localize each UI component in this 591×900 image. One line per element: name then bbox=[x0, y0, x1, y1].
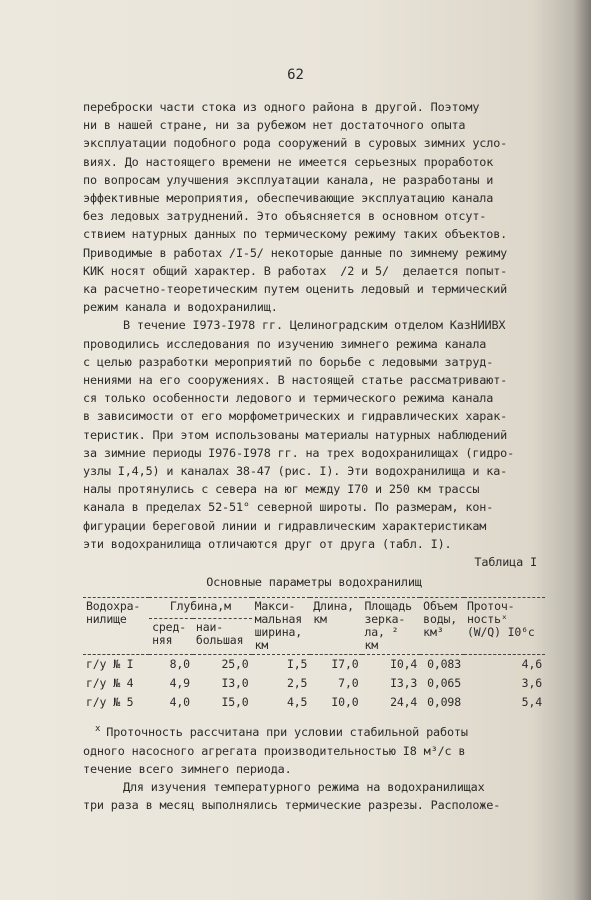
text-line: по вопросам улучшения эксплуатации канала, не разработаны и bbox=[83, 172, 494, 187]
table-row bbox=[83, 655, 545, 675]
text-line: с целью разработки мероприятий по борьбе с ледовыми затруд- bbox=[83, 354, 494, 369]
footnote-lines bbox=[83, 720, 545, 778]
text-line: ся только особенности ледового и термического режима канала bbox=[83, 391, 494, 406]
document-body bbox=[83, 98, 545, 814]
text-line: ни в нашей стране, ни за рубежом нет достаточного опыта bbox=[83, 118, 466, 133]
page-number: 62 bbox=[287, 67, 304, 83]
text-line: без ледовых затруднений. Это объясняется в основном отсут- bbox=[83, 209, 487, 224]
table-cell: I5,0 bbox=[221, 695, 249, 710]
text-line: теристик. При этом использованы материалы натурных наблюдений bbox=[83, 427, 508, 442]
table-cell: 5,4 bbox=[521, 695, 542, 710]
text-line: эффективные мероприятия, обеспечивающие эксплуатацию канала bbox=[83, 191, 494, 206]
text-line: три раза в месяц выполнялись термические разрезы. Расположе- bbox=[83, 798, 501, 813]
text-line: переброски части стока из одного района в другой. Поэтому bbox=[83, 100, 480, 114]
footnote bbox=[83, 720, 545, 778]
table-cell: г/у № I bbox=[86, 657, 134, 672]
table-caption: Основные параметры водохранилищ bbox=[206, 575, 422, 590]
table-cell: 25,0 bbox=[221, 657, 249, 672]
footnote-line: течение всего зимнего периода. bbox=[83, 761, 292, 776]
text-line: проводились исследования по изучению зимнего режима канала bbox=[83, 336, 487, 351]
text-line: узлы I,4,5) и каналах 38-47 (рис. I). Эти водохранилища и ка- bbox=[83, 464, 508, 479]
table-cell: 4,9 bbox=[169, 676, 190, 691]
footnote-mark: x bbox=[95, 724, 101, 735]
parameters-table bbox=[83, 597, 545, 712]
header-length: Длина, км bbox=[310, 598, 361, 655]
header-depth: Глубина,м bbox=[149, 598, 251, 619]
text-line: Приводимые в работах /I-5/ некоторые данные по зимнему режиму bbox=[83, 245, 508, 260]
text-line: нениями на его сооружениях. В настоящей статье рассматривают- bbox=[83, 373, 508, 388]
header-area: Площадь зерка- ла, ² км bbox=[362, 598, 421, 655]
table-cell: 7,0 bbox=[338, 676, 359, 691]
header-reservoir: Водохра- нилище bbox=[83, 598, 149, 655]
table-cell: г/у № 5 bbox=[86, 695, 134, 710]
table-cell: I0,4 bbox=[390, 657, 418, 672]
text-line: канала в пределах 52-51° северной широты. По размерам, кон- bbox=[83, 500, 494, 515]
table-cell: 3,6 bbox=[521, 676, 542, 691]
header-width: Макси- мальная ширина, км bbox=[252, 598, 311, 655]
text-line: ка расчетно-теоретическим путем оценить ледовый и термический bbox=[83, 282, 508, 297]
text-line: виях. До настоящего времени не имеется серьезных проработок bbox=[83, 154, 494, 169]
footnote-line: одного насосного агрегата производительностью I8 м³/с в bbox=[83, 743, 466, 758]
text-line: фигурации береговой линии и гидравлическим характеристикам bbox=[83, 518, 487, 533]
table-cell: 4,5 bbox=[286, 695, 308, 710]
text-line: В течение I973-I978 гг. Целиноградским отделом КазНИИВХ bbox=[123, 318, 506, 333]
paragraph-3 bbox=[83, 778, 545, 814]
table-cell: г/у № 4 bbox=[86, 676, 134, 691]
table-cell: 8,0 bbox=[169, 657, 190, 672]
text-line: налы протянулись с севера на юг между I70 и 250 км трассы bbox=[83, 482, 480, 497]
paragraph-2 bbox=[83, 316, 545, 553]
text-line: за зимние периоды I976-I978 гг. на трех водохранилищах (гидро- bbox=[83, 445, 515, 460]
table-cell: 0,083 bbox=[427, 657, 461, 672]
table-cell: 2,5 bbox=[286, 676, 308, 691]
table-row bbox=[83, 693, 545, 712]
text-line: режим канала и водохранилищ. bbox=[83, 300, 278, 315]
table-cell: 0,065 bbox=[427, 676, 461, 691]
header-depth-mean: сред- няя bbox=[149, 619, 193, 655]
table-cell: 4,0 bbox=[169, 695, 190, 710]
table-cell: 0,098 bbox=[427, 695, 461, 710]
header-flow: Проточ- ностьˣ (W/Q) I0⁶с bbox=[464, 598, 545, 655]
table-body bbox=[83, 655, 545, 713]
table-cell: I,5 bbox=[286, 657, 308, 672]
table-cell: 24,4 bbox=[390, 695, 418, 710]
text-line: эти водохранилища отличаются друг от друга (табл. I). bbox=[83, 536, 452, 551]
text-line: эксплуатации подобного рода сооружений в суровых зимних усло- bbox=[83, 136, 508, 151]
table-cell: I3,0 bbox=[221, 676, 249, 691]
paragraph-1 bbox=[83, 98, 545, 316]
text-line: Для изучения температурного режима на водохранилищах bbox=[123, 780, 485, 795]
header-volume: Объем воды, км³ bbox=[420, 598, 464, 655]
text-line: ствием натурных данных по термическому режиму таких объектов. bbox=[83, 227, 508, 242]
table-row bbox=[83, 674, 545, 693]
table-cell: I0,0 bbox=[331, 695, 359, 710]
text-line: КИК носят общий характер. В работах /2 и 5/ делается попыт- bbox=[83, 263, 508, 278]
table-cell: 4,6 bbox=[521, 657, 542, 672]
table-label: Таблица I bbox=[474, 555, 537, 570]
text-line: в зависимости от его морфометрических и гидравлических харак- bbox=[83, 409, 508, 424]
table-cell: I3,3 bbox=[390, 676, 418, 691]
footnote-line: $^x$ Проточность рассчитана при условии стабильной работы bbox=[95, 724, 468, 740]
header-depth-max: наи- большая bbox=[193, 619, 252, 655]
table-cell: I7,0 bbox=[331, 657, 359, 672]
